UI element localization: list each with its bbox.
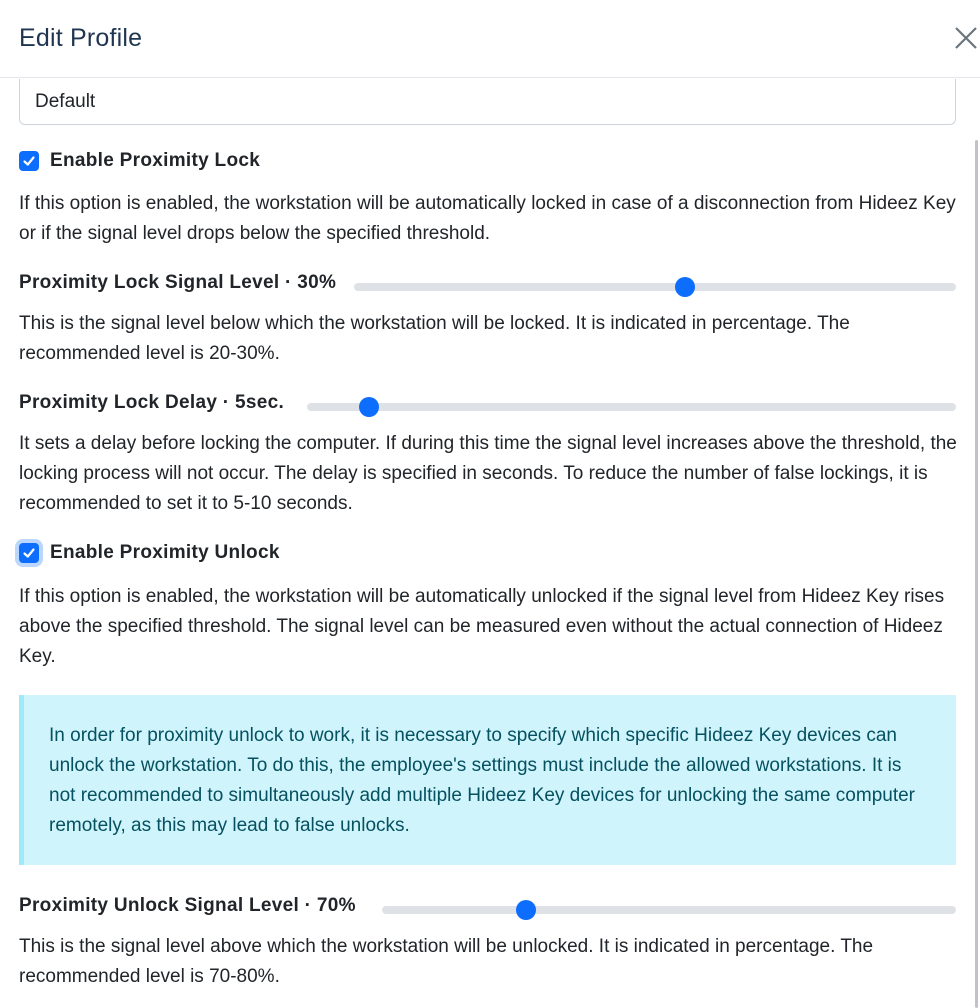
checkmark-icon	[22, 546, 36, 560]
proximity-lock-checkbox-row[interactable]	[19, 148, 260, 174]
proximity-unlock-checkbox-row[interactable]	[19, 540, 280, 566]
lock-delay-label: Proximity Lock Delay · 5sec.	[19, 392, 285, 413]
lock-signal-slider[interactable]	[354, 283, 956, 291]
lock-delay-slider-thumb[interactable]	[359, 397, 379, 417]
modal-title: Edit Profile	[19, 24, 143, 52]
proximity-unlock-label: Enable Proximity Unlock	[50, 542, 280, 563]
proximity-lock-label: Enable Proximity Lock	[50, 150, 261, 171]
proximity-lock-checkbox[interactable]	[19, 151, 39, 171]
unlock-signal-slider-thumb[interactable]	[516, 900, 536, 920]
lock-signal-slider-thumb[interactable]	[675, 277, 695, 297]
scrollbar[interactable]	[975, 140, 978, 1008]
unlock-signal-slider[interactable]	[382, 906, 956, 914]
modal-header	[0, 0, 980, 78]
close-button[interactable]	[952, 24, 980, 54]
lock-delay-description: It sets a delay before locking the computer. If during this time the signal level increases above the threshold, the locking process will not occur. The delay is specified in seconds. To reduce the number of false lockings, it is recommended to set it to 5-10 seconds.	[19, 433, 957, 514]
lock-signal-description: This is the signal level below which the workstation will be locked. It is indicated in percentage. The recommended level is 20-30%.	[19, 313, 850, 364]
checkmark-icon	[22, 154, 36, 168]
unlock-signal-label: Proximity Unlock Signal Level · 70%	[19, 895, 356, 916]
proximity-unlock-checkbox[interactable]	[19, 543, 39, 563]
close-icon	[952, 24, 980, 52]
proximity-lock-description: If this option is enabled, the workstation will be automatically locked in case of a disconnection from Hideez Key or if the signal level drops below the specified threshold.	[19, 193, 956, 244]
profile-select[interactable]: Default	[19, 79, 956, 125]
lock-signal-label: Proximity Lock Signal Level · 30%	[19, 272, 337, 293]
proximity-unlock-info-alert	[19, 695, 956, 865]
proximity-unlock-description: If this option is enabled, the workstation will be automatically unlocked if the signal level from Hideez Key rises above the specified threshold. The signal level can be measured even without the actual connection of Hideez Key.	[19, 586, 945, 667]
unlock-signal-description: This is the signal level above which the workstation will be unlocked. It is indicated in percentage. The recommended level is 70-80%.	[19, 936, 874, 987]
lock-delay-slider[interactable]	[307, 403, 956, 411]
info-alert-text: In order for proximity unlock to work, it is necessary to specify which specific Hideez Key devices can unlock the workstation. To do this, the employee's settings must include the allowed workstations. It is not recommended to simultaneously add multiple Hideez Key devices for unlocking the same computer remotely, as this may lead to false unlocks.	[49, 725, 916, 836]
